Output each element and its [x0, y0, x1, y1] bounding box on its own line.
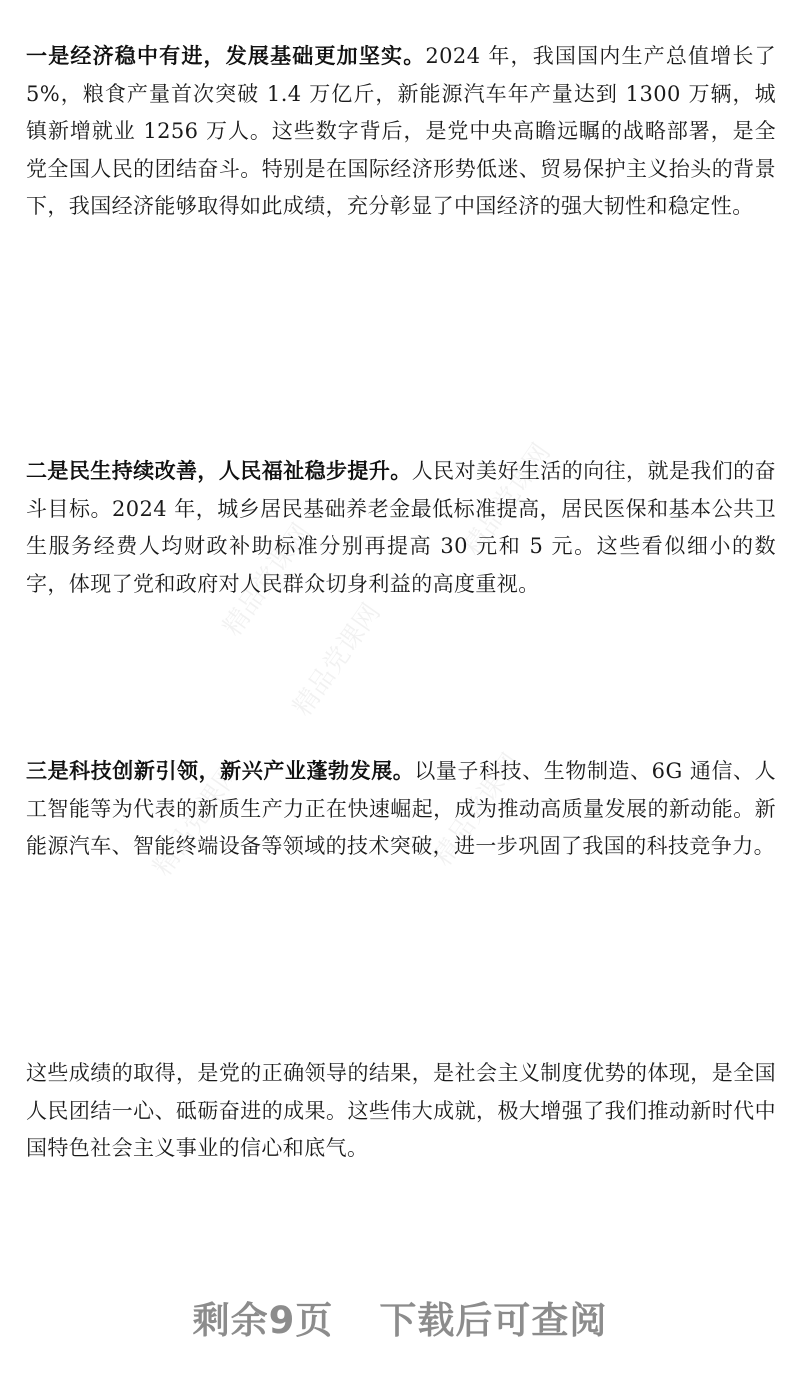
paragraph-technology: [26, 753, 776, 866]
watermark-text: 精品党课网: [457, 438, 557, 562]
paragraph-text: 2024 年，我国国内生产总值增长了 5%，粮食产量首次突破 1.4 万亿斤，新能源汽车年产量达到 1300 万辆，城镇新增就业 1256 万人。这些数字背后，是党中央高瞻远瞩的战略部署，是全党全国人民的团结奋斗。特别是在国际经济形势低迷、贸易保护主义抬头的背景下，我国经济能够取得如此成绩，充分彰显了中国经济的强大韧性和稳定性。: [26, 44, 776, 218]
watermark-text: 精品党课网: [217, 518, 317, 642]
paragraph-text: 这些成绩的取得，是党的正确领导的结果，是社会主义制度优势的体现，是全国人民团结一心、砥砺奋进的成果。这些伟大成就，极大增强了我们推动新时代中国特色社会主义事业的信心和底气。: [26, 1061, 776, 1160]
paragraph-livelihood: [26, 453, 776, 603]
remaining-pages-label: 剩余9页: [192, 1299, 334, 1342]
paragraph-conclusion: [26, 1055, 776, 1168]
watermark-text: 精品党课网: [287, 598, 387, 722]
paragraph-heading: 一是经济稳中有进，发展基础更加坚实。: [26, 44, 426, 68]
watermark-text: 精品党课网: [427, 748, 527, 872]
paragraph-heading: 二是民生持续改善，人民福祉稳步提升。: [26, 459, 412, 483]
paragraph-text: 以量子科技、生物制造、6G 通信、人工智能等为代表的新质生产力正在快速崛起，成为推动高质量发展的新动能。新能源汽车、智能终端设备等领域的技术突破，进一步巩固了我国的科技竞争力。: [26, 759, 776, 858]
paragraph-text: 人民对美好生活的向往，就是我们的奋斗目标。2024 年，城乡居民基础养老金最低标准提高，居民医保和基本公共卫生服务经费人均财政补助标准分别再提高 30 元和 5 元。这些看似细小的数字，体现了党和政府对人民群众切身利益的高度重视。: [26, 459, 776, 596]
watermark-text: 精品党课网: [147, 758, 247, 882]
paragraph-economy: [26, 38, 776, 226]
paragraph-heading: 三是科技创新引领，新兴产业蓬勃发展。: [26, 759, 415, 783]
download-hint-label: 下载后可查阅: [379, 1299, 608, 1342]
download-banner[interactable]: [0, 1290, 800, 1344]
